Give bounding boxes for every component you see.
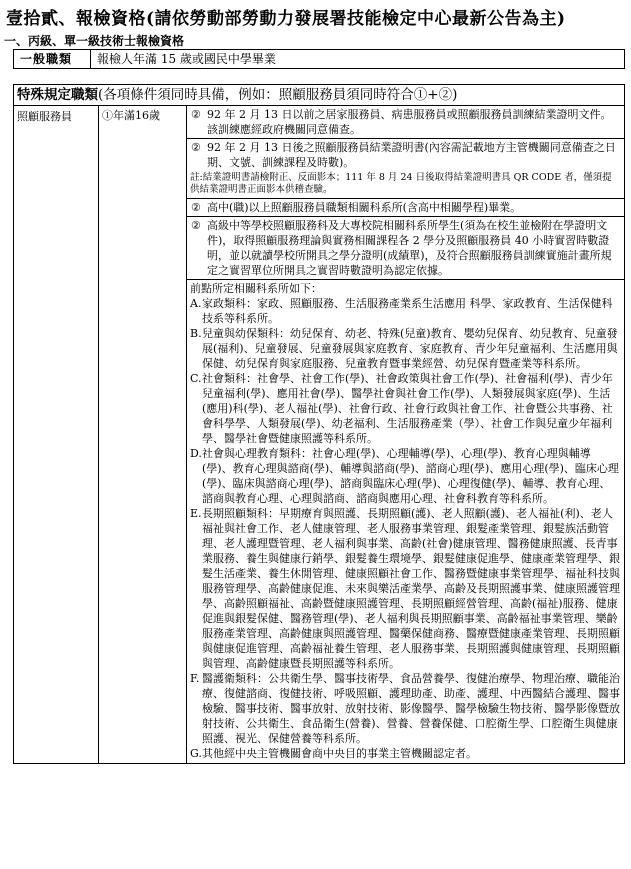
department-section [187,280,624,763]
option-2 [187,139,624,171]
category-mark: A. [190,297,202,310]
category-mark: C. [190,372,202,385]
requirement-list [187,106,625,764]
category-e [190,506,620,671]
category-d [190,446,620,506]
category-mark: G. [190,747,202,760]
option-text: 92 年 2 月 13 日以前之居家服務員、病患服務員或照顧服務員訓練結業證明文件。該訓練應經政府機關同意備查。 [207,108,612,136]
category-mark: E. [190,507,202,520]
category-f [190,671,620,746]
category-mark: B. [190,327,202,340]
category-mark: F. [190,672,200,685]
option-number: ② [191,108,201,121]
category-a [190,296,620,326]
category-text: 家政類科：家政、照顧服務、生活服務產業系生活應用 科學、家政教育、生活保健科技系等科系所。 [202,297,613,325]
section-subtitle: 一、丙級、單一級技術士報檢資格 [4,34,185,48]
general-table [13,49,625,69]
category-b [190,326,620,371]
category-text: 其他經中央主管機關會商中央目的事業主管機關認定者。 [202,747,477,760]
category-text: 長期照顧類科：早期療育與照護、長期照顧(護)、老人照顧(護)、老人福祉(利)、老人福祉與社會工作、老人健康管理、老人服務事業管理、銀髮產業管理、銀髮族活動管理、老人護理暨管理、老人福利與事業、高齡(社會)健康管理、醫務健康照護、長青事業服務、養生與健康行銷學、銀髮養生環境學、銀髮健康促進學、健康產業管理學、銀髮生活產業、養生休閒管理、健康照顧社會工作、醫務暨健康事業管理學、福祉科技與服務管理學、高齡健康促進、未來與樂活產業學、高齡及長期照護事業、健康照護管理學、高齡照顧福祉、高齡暨健康照護管理、長期照顧經營管理、高齡(福祉)服務、健康促進與銀髮保健、醫務管理(學)、老人福利與長期照顧事業、高齡福祉事業管理、樂齡服務產業管理、高齡健康與照護管理、醫藥保健商務、醫療暨健康產業管理、長期照顧與健康促進管理、高齡福祉養生管理、老人服務事業、長期照護與健康管理、長期照顧與管理、高齡健康暨長期照護等科系所。 [202,507,620,670]
special-table [13,84,625,764]
option-number: ② [191,219,201,232]
option-4 [187,217,624,280]
special-header-rest: (各項條件須同時具備，例如：照顧服務員須同時符合①+②) [98,87,458,103]
option-number: ② [191,141,201,154]
job-name: 照顧服務員 [14,106,99,764]
option-text: 高中(職)以上照顧服務員職類相關科系所(含高中相關學程)畢業。 [207,201,522,214]
option-1 [187,106,624,139]
certificate-note: 註:結業證明書請檢附正、反面影本；111 年 8 月 24 日後取得結業證明書具 QR CODE 者，僅須提供結業證明書正面影本供稽查驗。 [187,171,624,199]
option-text: 高級中等學校照顧服務科及大專校院相關科系所學生(須為在校生並檢附在學證明文件)，取得照顧服務理論與實務相關課程各 2 學分及照顧服務員 40 小時實習時數證明，並以就讀學校所開具之學分證明(成績單)，及符合照顧服務員訓練實施計畫所規定之實習單位所開具之實習時數證明為認定依據。 [207,219,612,277]
age-requirement: ①年滿16歲 [99,106,187,764]
option-number: ② [191,201,201,214]
option-3 [187,199,624,217]
page-title: 壹拾貳、報檢資格(請依勞動部勞動力發展署技能檢定中心最新公告為主) [6,9,566,29]
general-label: 一般職類 [14,50,91,69]
category-text: 兒童與幼保類科：幼兒保育、幼老、特殊(兒童)教育、嬰幼兒保育、幼兒教育、兒童發展(福利)、兒童發展、兒童發展與家庭教育、家庭教育、青少年兒童福利、生活應用與保健、幼兒保育與家庭服務、兒童教育暨事業經營、幼兒保育暨產業等科系所。 [202,327,618,370]
department-intro: 前點所定相關科系所如下： [190,282,322,295]
category-c [190,371,620,446]
category-text: 社會類科：社會學、社會工作(學)、社會政策與社會工作(學)、社會福利(學)、青少年兒童福利(學)、應用社會(學)、醫學社會與社會工作(學)、人類發展與家庭(學)、生活(應用)科(學)、老人福祉(學)、社會行政、社會行政與社會工作、社會暨公共事務、社會科學學、人類發展(學)、幼老福利、生活服務產業（學）、社會工作與兒童少年福利學、醫學社會暨健康照護等科系所。 [202,372,613,445]
general-value: 報檢人年滿 15 歲或國民中學畢業 [91,50,625,69]
category-text: 社會與心理教育類科：社會心理(學)、心理輔導(學)、心理(學)、教育心理與輔導(學)、教育心理與諮商(學)、輔導與諮商(學)、諮商心理(學)、應用心理(學)、臨床心理(學)、臨床與諮商心理(學)、諮商與臨床心理(學)、心理復健(學)、輔導、教育心理、諮商與教育心理、心理與諮商、諮商與應用心理、社會科教育等科系所。 [202,447,619,505]
category-g [190,746,620,761]
special-header-bold: 特殊規定職類 [17,87,98,103]
option-text: 92 年 2 月 13 日後之照顧服務員結業證明書(內容需記載地方主管機關同意備查之日期、文號、訓練課程及時數)。 [207,141,616,169]
category-text: 醫護衛類科：公共衛生學、醫事技術學、食品營養學、復健治療學、物理治療、職能治療、復健諮商、復健技術、呼吸照顧、護理助產、助產、護理、中西醫結合護理、醫事檢驗、醫事技術、醫事放射、放射技術、影像醫學、醫學檢驗生物技術、醫學影像暨放射技術、公共衛生、食品衛生(營養)、營養、營養保健、口腔衛生學、口腔衛生與健康照護、視光、保健營養等科系所。 [202,672,620,745]
special-header [14,85,625,106]
category-mark: D. [190,447,202,460]
